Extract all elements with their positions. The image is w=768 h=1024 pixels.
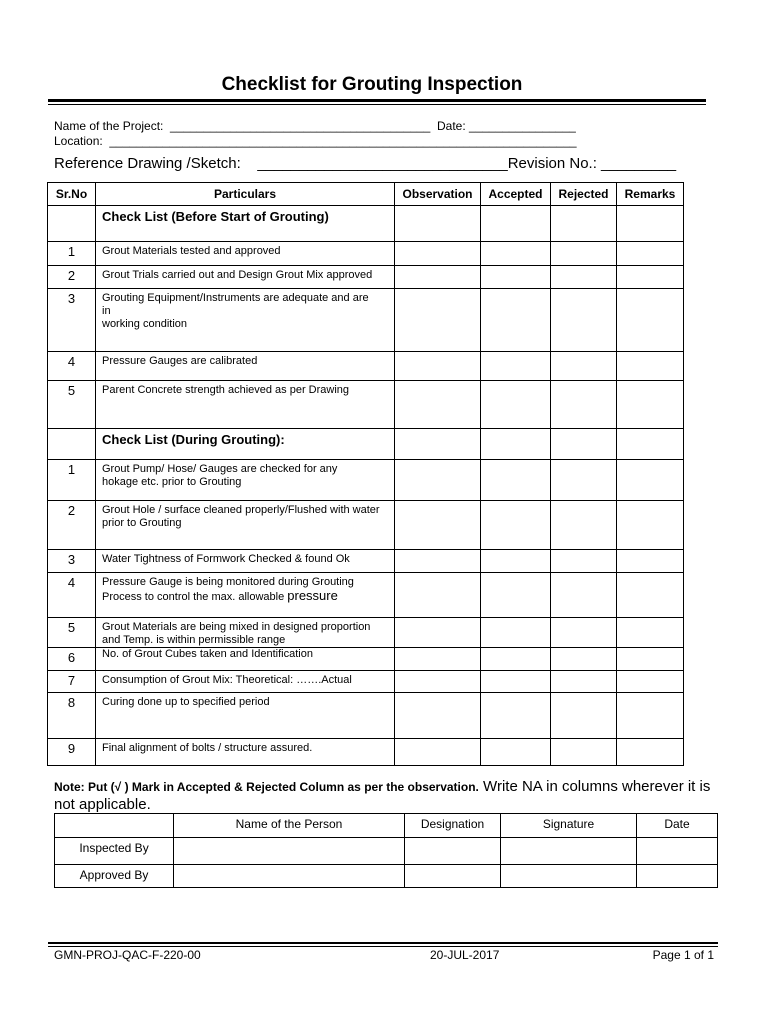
table-row: 6 No. of Grout Cubes taken and Identification [48, 648, 684, 671]
table-row: 5 Grout Materials are being mixed in designed proportion and Temp. is within permissible range [48, 618, 684, 648]
table-row: 4 Pressure Gauges are calibrated [48, 352, 684, 381]
section-during-grouting-title: Check List (During Grouting): [96, 429, 395, 460]
section-before-grouting-row [48, 206, 684, 242]
table-row: 2 Grout Hole / surface cleaned properly/Flushed with water prior to Grouting [48, 501, 684, 550]
table-header-row [48, 183, 684, 206]
section-during-grouting-row [48, 429, 684, 460]
footer-rule-thick [48, 942, 718, 944]
signoff-row-inspected [55, 838, 718, 865]
section-before-grouting-title: Check List (Before Start of Grouting) [96, 206, 395, 242]
signoff-header-name: Name of the Person [174, 814, 405, 838]
note-text: Note: Put (√ ) Mark in Accepted & Rejected Column as per the observation. Write NA in columns wherever it is not applicable. [54, 778, 711, 813]
table-row: 9 Final alignment of bolts / structure assured. [48, 739, 684, 766]
header-observation: Observation [395, 183, 481, 206]
header-rejected: Rejected [551, 183, 617, 206]
signoff-header-row [55, 814, 718, 838]
table-row: 8 Curing done up to specified period [48, 693, 684, 739]
signoff-row-approved [55, 865, 718, 888]
title-rule-thin [48, 104, 706, 105]
table-row: 1 Grout Materials tested and approved [48, 242, 684, 266]
header-accepted: Accepted [481, 183, 551, 206]
footer-date: 20-JUL-2017 [430, 948, 500, 962]
footer-doc-code: GMN-PROJ-QAC-F-220-00 [54, 948, 201, 962]
table-row: 4 Pressure Gauge is being monitored during Grouting Process to control the max. allowable pressure [48, 573, 684, 618]
signoff-header-designation: Designation [405, 814, 501, 838]
table-row: 1 Grout Pump/ Hose/ Gauges are checked for any hokage etc. prior to Grouting [48, 460, 684, 501]
approved-by-label: Approved By [55, 865, 174, 888]
signoff-table [54, 813, 718, 888]
table-row: 3 Grouting Equipment/Instruments are adequate and are in working condition [48, 289, 684, 352]
signoff-header-signature: Signature [501, 814, 637, 838]
table-row: 7 Consumption of Grout Mix: Theoretical: …….Actual [48, 671, 684, 693]
footer-page-number: Page 1 of 1 [652, 948, 714, 962]
project-date-line: Name of the Project: _______________________________________ Date: ________________ [54, 119, 576, 133]
footer-rule-thin [48, 946, 718, 947]
checklist-table [47, 182, 684, 766]
reference-drawing-line: Reference Drawing /Sketch: ______________________________Revision No.: _________ [54, 155, 677, 172]
location-line: Location: ______________________________________________________________________ [54, 134, 577, 148]
header-sr-no: Sr.No [48, 183, 96, 206]
signoff-header-date: Date [637, 814, 718, 838]
header-remarks: Remarks [617, 183, 684, 206]
header-particulars: Particulars [96, 183, 395, 206]
table-row: 2 Grout Trials carried out and Design Grout Mix approved [48, 266, 684, 289]
page-title: Checklist for Grouting Inspection [221, 74, 523, 95]
title-rule-thick [48, 99, 706, 102]
table-row: 5 Parent Concrete strength achieved as per Drawing [48, 381, 684, 429]
table-row: 3 Water Tightness of Formwork Checked & found Ok [48, 550, 684, 573]
inspected-by-label: Inspected By [55, 838, 174, 865]
